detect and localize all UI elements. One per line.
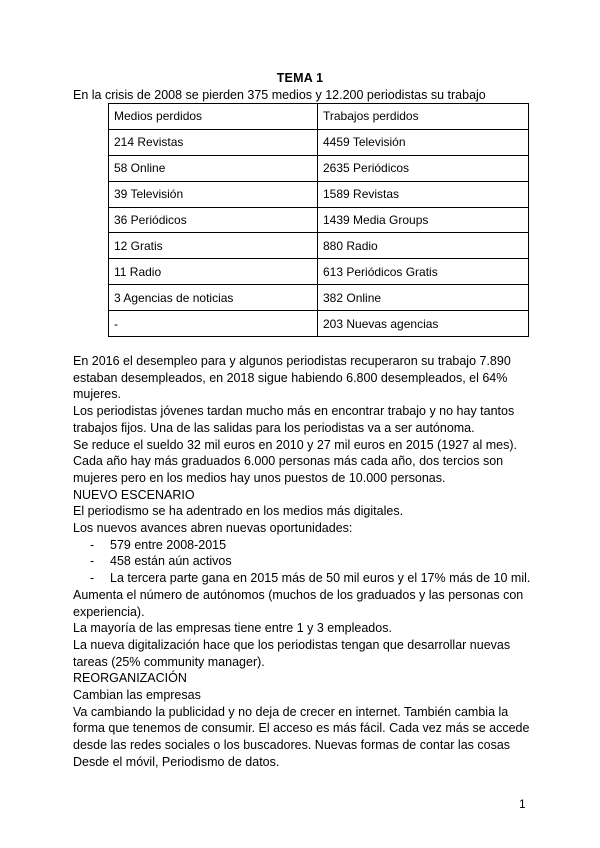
table-cell: 36 Periódicos — [109, 207, 318, 233]
table-row — [109, 155, 529, 181]
paragraph-graduados: Cada año hay más graduados 6.000 personas más cada año, dos tercios son mujeres pero en los medios hay unos puestos de 10.000 personas. — [73, 454, 504, 485]
table-row — [109, 129, 529, 155]
intro-line: En la crisis de 2008 se pierden 375 medios y 12.200 periodistas su trabajo — [73, 88, 486, 102]
table-row — [109, 285, 529, 311]
document-body — [73, 353, 543, 771]
table-cell: 382 Online — [318, 285, 529, 311]
document-title: TEMA 1 — [276, 71, 324, 85]
table-cell: 4459 Televisión — [318, 129, 529, 155]
losses-table — [108, 103, 529, 337]
table-cell: 3 Agencias de noticias — [109, 285, 318, 311]
table-row — [109, 233, 529, 259]
table-cell: - — [109, 311, 318, 337]
table-cell: 11 Radio — [109, 259, 318, 285]
page-number: 1 — [519, 797, 526, 811]
paragraph-movil: Desde el móvil, Periodismo de datos. — [73, 754, 280, 769]
paragraph-digitalizacion: La nueva digitalización hace que los periodistas tengan que desarrollar nuevas tareas (25% community manager). — [73, 637, 511, 669]
table-cell: 2635 Periódicos — [318, 155, 529, 181]
paragraph-autonomos: Aumenta el número de autónomos (muchos de los graduados y las personas con experiencia). — [73, 587, 524, 619]
section-heading-nuevo-escenario: NUEVO ESCENARIO — [73, 487, 195, 502]
subheading-cambian-empresas: Cambian las empresas — [73, 688, 201, 703]
table-row — [109, 181, 529, 207]
table-cell: 12 Gratis — [109, 233, 318, 259]
paragraph-oportunidades: Los nuevos avances abren nuevas oportunidades: — [73, 521, 353, 536]
table-cell: 58 Online — [109, 155, 318, 181]
table-row — [109, 259, 529, 285]
list-item: - 579 entre 2008-2015 — [73, 537, 543, 554]
paragraph-sueldo: Se reduce el sueldo 32 mil euros en 2010 y 27 mil euros en 2015 (1927 al mes). — [73, 437, 518, 452]
paragraph-desempleo: En 2016 el desempleo para y algunos periodistas recuperaron su trabajo 7.890 estaban desempleados, en 2018 sigue habiendo 6.800 desempleados, el 64% mujeres. — [73, 354, 511, 402]
table-cell: 1439 Media Groups — [318, 207, 529, 233]
table-cell: 203 Nuevas agencias — [318, 311, 529, 337]
table-row — [109, 311, 529, 337]
table-row — [109, 207, 529, 233]
paragraph-digitales: El periodismo se ha adentrado en los medios más digitales. — [73, 504, 404, 519]
table-header-row — [109, 104, 529, 130]
header-cell-medios: Medios perdidos — [109, 104, 318, 130]
list-item: - 458 están aún activos — [73, 553, 543, 570]
section-heading-reorganizacion: REORGANIZACIÓN — [73, 671, 187, 686]
bullet-list — [73, 537, 543, 587]
paragraph-empresas: La mayoría de las empresas tiene entre 1 y 3 empleados. — [73, 621, 392, 636]
list-item: - La tercera parte gana en 2015 más de 50 mil euros y el 17% más de 10 mil. — [73, 570, 543, 587]
table-cell: 214 Revistas — [109, 129, 318, 155]
header-cell-trabajos: Trabajos perdidos — [318, 104, 529, 130]
table-cell: 39 Televisión — [109, 181, 318, 207]
table-cell: 613 Periódicos Gratis — [318, 259, 529, 285]
table-cell: 1589 Revistas — [318, 181, 529, 207]
table-cell: 880 Radio — [318, 233, 529, 259]
paragraph-jovenes: Los periodistas jóvenes tardan mucho más en encontrar trabajo y no hay tantos trabajos fijos. Una de las salidas para los periodistas va a ser autónoma. — [73, 404, 515, 435]
paragraph-publicidad: Va cambiando la publicidad y no deja de crecer en internet. También cambia la forma que tenemos de consumir. El acceso es más fácil. Cada vez más se accede desde las redes sociales o los buscadores. Nuevas formas de contar las cosas — [73, 704, 530, 753]
